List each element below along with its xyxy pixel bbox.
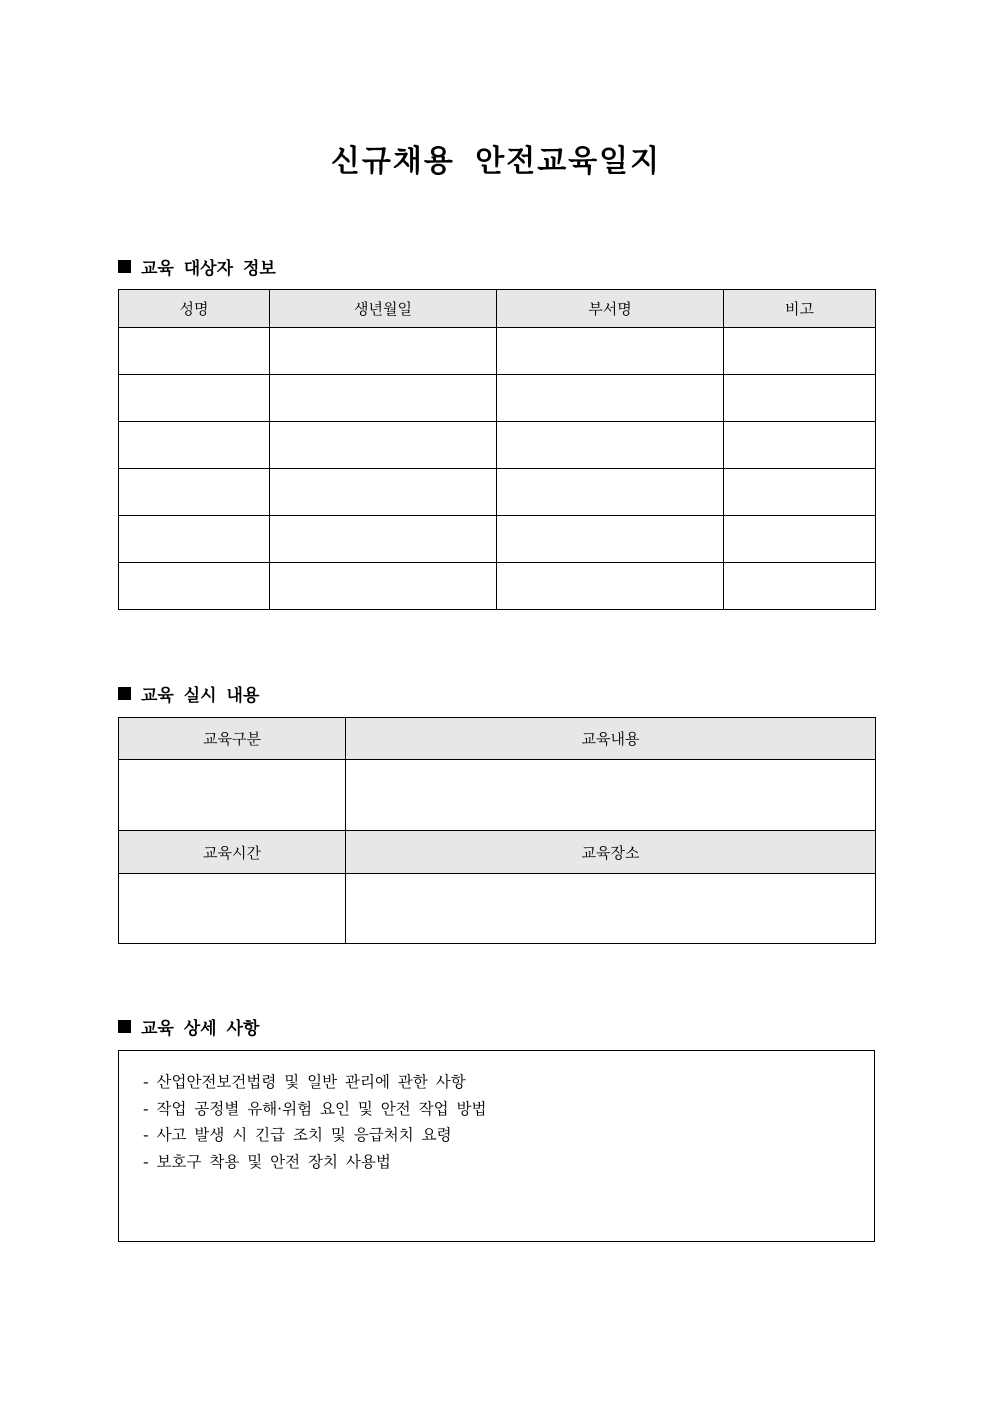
section-heading-text: 교육 실시 내용 [141, 686, 260, 706]
table-row [119, 874, 876, 944]
cell-department[interactable] [497, 469, 724, 516]
target-info-table [118, 289, 876, 610]
cell-name[interactable] [119, 375, 270, 422]
table-row [119, 422, 876, 469]
cell-department[interactable] [497, 563, 724, 610]
table-row [119, 375, 876, 422]
column-header-department: 부서명 [497, 290, 724, 328]
cell-training-content[interactable] [346, 760, 876, 831]
label-training-place: 교육장소 [346, 831, 876, 874]
square-bullet-icon [118, 260, 131, 273]
list-item: - 사고 발생 시 긴급 조치 및 응급처치 요령 [143, 1126, 452, 1145]
table-header-row [119, 290, 876, 328]
square-bullet-icon [118, 1020, 131, 1033]
table-row [119, 516, 876, 563]
table-row [119, 328, 876, 375]
table-row [119, 469, 876, 516]
section-heading-training-content [118, 681, 259, 706]
cell-department[interactable] [497, 375, 724, 422]
cell-department[interactable] [497, 328, 724, 375]
details-list [143, 1069, 486, 1176]
cell-birthdate[interactable] [270, 563, 497, 610]
cell-birthdate[interactable] [270, 516, 497, 563]
list-item: - 산업안전보건법령 및 일반 관리에 관한 사항 [143, 1073, 466, 1091]
cell-name[interactable] [119, 422, 270, 469]
column-header-remarks: 비고 [724, 290, 876, 328]
list-item: - 작업 공정별 유해·위험 요인 및 안전 작업 방법 [143, 1099, 487, 1118]
cell-birthdate[interactable] [270, 375, 497, 422]
document-title: 신규채용 안전교육일지 [330, 144, 662, 179]
cell-remarks[interactable] [724, 422, 876, 469]
cell-name[interactable] [119, 563, 270, 610]
cell-training-place[interactable] [346, 874, 876, 944]
training-content-table [118, 717, 876, 944]
cell-training-type[interactable] [119, 760, 346, 831]
cell-name[interactable] [119, 328, 270, 375]
cell-birthdate[interactable] [270, 469, 497, 516]
details-box[interactable] [118, 1050, 875, 1242]
table-header-row [119, 718, 876, 760]
label-training-time: 교육시간 [119, 831, 346, 874]
column-header-birthdate: 생년월일 [270, 290, 497, 328]
table-row [119, 760, 876, 831]
cell-remarks[interactable] [724, 469, 876, 516]
cell-department[interactable] [497, 422, 724, 469]
cell-remarks[interactable] [724, 375, 876, 422]
section-heading-target-info [118, 254, 276, 279]
square-bullet-icon [118, 687, 131, 700]
label-training-type: 교육구분 [119, 718, 346, 760]
cell-remarks[interactable] [724, 516, 876, 563]
cell-training-time[interactable] [119, 874, 346, 944]
cell-remarks[interactable] [724, 328, 876, 375]
section-heading-text: 교육 대상자 정보 [141, 259, 276, 279]
table-row [119, 563, 876, 610]
cell-birthdate[interactable] [270, 328, 497, 375]
cell-name[interactable] [119, 469, 270, 516]
section-heading-text: 교육 상세 사항 [141, 1019, 260, 1039]
label-training-content: 교육내용 [346, 718, 876, 760]
section-heading-details [118, 1014, 259, 1039]
column-header-name: 성명 [119, 290, 270, 328]
table-header-row [119, 831, 876, 874]
cell-birthdate[interactable] [270, 422, 497, 469]
cell-department[interactable] [497, 516, 724, 563]
cell-remarks[interactable] [724, 563, 876, 610]
list-item: - 보호구 착용 및 안전 장치 사용법 [143, 1153, 391, 1172]
cell-name[interactable] [119, 516, 270, 563]
